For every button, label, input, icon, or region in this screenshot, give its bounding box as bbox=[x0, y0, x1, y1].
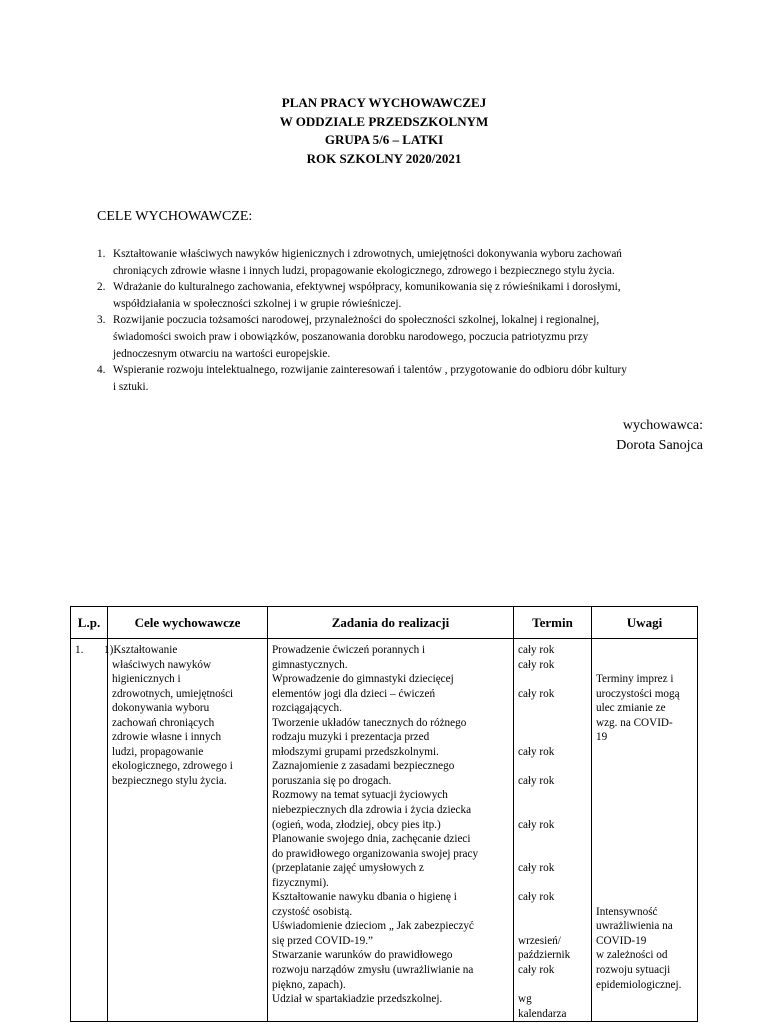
cell-line: rozwoju narządów zmysłu (uwrażliwianie na bbox=[272, 964, 474, 977]
cell-line: higienicznych i bbox=[112, 673, 181, 686]
cell-line: dokonywania wyboru bbox=[112, 702, 210, 715]
section-title: CELE WYCHOWAWCZE: bbox=[97, 209, 253, 224]
cell-line bbox=[518, 876, 587, 891]
cell-line bbox=[518, 701, 587, 716]
header-goals: Cele wychowawcze bbox=[108, 607, 268, 639]
cell-lp: 1. bbox=[71, 639, 108, 1022]
cell-line: uroczystości mogą bbox=[596, 687, 680, 700]
goal-number: 3. bbox=[97, 314, 106, 327]
cell-line: niebezpiecznych dla zdrowia i życia dziecka bbox=[272, 804, 472, 817]
cell-line: Terminy imprez i bbox=[596, 673, 674, 686]
cell-line bbox=[596, 861, 693, 876]
table-row bbox=[71, 639, 698, 1022]
cell-line: uwrażliwienia na bbox=[596, 920, 673, 933]
goal-line: Wdrażanie do kulturalnego zachowania, efektywnej współpracy, komunikowania się z rówieśnikami i dorosłymi, bbox=[113, 281, 621, 294]
cell-line: Rozmowy na temat sytuacji życiowych bbox=[272, 789, 448, 802]
cell-line bbox=[518, 832, 587, 847]
header-notes: Uwagi bbox=[592, 607, 698, 639]
cell-line bbox=[596, 774, 693, 789]
goal-line: Rozwijanie poczucia tożsamości narodowej, przynależności do społeczności szkolnej, lokalnej i regionalnej, bbox=[113, 314, 600, 327]
cell-line: elementów jogi dla dzieci – ćwiczeń bbox=[272, 687, 436, 700]
cell-line: cały rok bbox=[518, 745, 555, 758]
goal-line: Wspieranie rozwoju intelektualnego, rozwijanie zainteresowań i talentów , przygotowanie do odbioru dóbr kultury bbox=[113, 364, 627, 377]
cell-line: Zaznajomienie z zasadami bezpiecznego bbox=[272, 760, 455, 773]
cell-line bbox=[596, 643, 693, 658]
cell-line: zachowań chroniących bbox=[112, 716, 215, 729]
cell-line: cały rok bbox=[518, 964, 555, 977]
title-line-3: GRUPA 5/6 – LATKI bbox=[324, 132, 444, 147]
cell-line bbox=[518, 847, 587, 862]
goal-line: świadomości swoich praw i obowiązków, poszanowania dorobku narodowego, poczucia patriotyzmu przy bbox=[113, 330, 589, 343]
cell-line bbox=[596, 847, 693, 862]
cell-line: Planowanie swojego dnia, zachęcanie dzieci bbox=[272, 833, 471, 846]
cell-line: cały rok bbox=[518, 687, 555, 700]
cell-line: Kształtowanie nawyku dbania o higienę i bbox=[272, 891, 457, 904]
cell-line: do prawidłowego organizowania swojej pracy bbox=[272, 847, 479, 860]
cell-line: cały rok bbox=[518, 774, 555, 787]
cell-line: cały rok bbox=[518, 658, 555, 671]
cell-line bbox=[596, 803, 693, 818]
goal-line: współdziałania w społeczności szkolnej i w grupie rówieśniczej. bbox=[113, 297, 402, 310]
cell-notes bbox=[592, 639, 698, 1022]
cell-line: Prowadzenie ćwiczeń porannych i bbox=[272, 644, 426, 656]
cell-line bbox=[518, 919, 587, 934]
cell-term bbox=[514, 639, 592, 1022]
cell-line: wzg. na COVID- bbox=[596, 716, 673, 729]
signature-block bbox=[616, 416, 703, 456]
table-header-row bbox=[71, 607, 698, 639]
cell-line: młodszymi grupami przedszkolnymi. bbox=[272, 745, 439, 758]
title-line-1: PLAN PRACY WYCHOWAWCZEJ bbox=[281, 95, 487, 110]
goals-list bbox=[97, 246, 707, 395]
cell-line: czystość osobistą. bbox=[272, 905, 353, 918]
cell-line bbox=[518, 672, 587, 687]
goal-item bbox=[97, 246, 707, 279]
cell-line: rodzaju muzyki i prezentacja przed bbox=[272, 731, 430, 744]
cell-line: ekologicznego, zdrowego i bbox=[112, 760, 233, 773]
goal-line: jednoczesnym otwarciu na wartości europejskie. bbox=[113, 347, 331, 360]
cell-line bbox=[518, 759, 587, 774]
cell-line: cały rok bbox=[518, 818, 555, 831]
cell-line: właściwych nawyków bbox=[112, 658, 212, 671]
cell-line: Intensywność bbox=[596, 905, 658, 918]
cell-line: (przeplatanie zajęć umysłowych z bbox=[272, 862, 424, 875]
cell-line: 1)Kształtowanie bbox=[104, 644, 178, 656]
goal-number: 2. bbox=[97, 281, 106, 294]
cell-line: bezpiecznego stylu życia. bbox=[112, 774, 227, 787]
cell-line: zdrowotnych, umiejętności bbox=[112, 687, 234, 700]
cell-line bbox=[596, 818, 693, 833]
cell-line: gimnastycznych. bbox=[272, 658, 348, 671]
goal-line: i sztuki. bbox=[113, 380, 149, 393]
signature-name: Dorota Sanojca bbox=[616, 438, 703, 453]
cell-line bbox=[596, 832, 693, 847]
header-tasks: Zadania do realizacji bbox=[268, 607, 514, 639]
cell-line: rozwoju sytuacji bbox=[596, 964, 671, 977]
cell-tasks bbox=[268, 639, 514, 1022]
cell-line bbox=[596, 876, 693, 891]
cell-line: ulec zmianie ze bbox=[596, 702, 666, 715]
cell-line: piękno, zapach). bbox=[272, 978, 346, 991]
cell-line: się przed COVID-19.” bbox=[272, 934, 373, 947]
cell-line: październik bbox=[518, 949, 571, 962]
cell-line: kalendarza bbox=[518, 1007, 567, 1020]
cell-line: Wprowadzenie do gimnastyki dziecięcej bbox=[272, 673, 454, 686]
cell-line: wg bbox=[518, 993, 532, 1006]
goal-item bbox=[97, 279, 707, 312]
cell-line bbox=[596, 745, 693, 760]
cell-line: 19 bbox=[596, 731, 608, 744]
header-lp: L.p. bbox=[71, 607, 108, 639]
document-title bbox=[0, 94, 768, 168]
cell-goals bbox=[104, 639, 268, 1022]
cell-line bbox=[518, 905, 587, 920]
cell-line: Tworzenie układów tanecznych do różnego bbox=[272, 716, 467, 729]
cell-line: cały rok bbox=[518, 644, 555, 656]
cell-line: COVID-19 bbox=[596, 934, 647, 947]
signature-role: wychowawca: bbox=[622, 418, 703, 433]
cell-line bbox=[518, 716, 587, 731]
cell-line: zdrowie własne i innych bbox=[112, 731, 222, 744]
title-line-4: ROK SZKOLNY 2020/2021 bbox=[306, 150, 462, 166]
cell-line: fizycznymi). bbox=[272, 876, 329, 889]
cell-line: (ogień, woda, złodziej, obcy pies itp.) bbox=[272, 818, 441, 831]
goal-item bbox=[97, 362, 707, 395]
cell-line bbox=[596, 788, 693, 803]
goal-line: Kształtowanie właściwych nawyków higienicznych i zdrowotnych, umiejętności dokonywania wyboru zachowań bbox=[113, 248, 622, 260]
cell-line bbox=[596, 759, 693, 774]
cell-line bbox=[596, 658, 693, 673]
cell-line: wrzesień/ bbox=[518, 934, 561, 947]
header-term: Termin bbox=[514, 607, 592, 639]
cell-line: Udział w spartakiadzie przedszkolnej. bbox=[272, 993, 443, 1006]
cell-line bbox=[518, 978, 587, 993]
cell-line: rozciągających. bbox=[272, 702, 342, 715]
goal-number: 1. bbox=[97, 248, 106, 260]
cell-line: epidemiologicznej. bbox=[596, 978, 682, 991]
cell-line bbox=[518, 803, 587, 818]
cell-line bbox=[518, 730, 587, 745]
goal-item bbox=[97, 312, 707, 362]
cell-line bbox=[518, 788, 587, 803]
goal-number: 4. bbox=[97, 364, 106, 377]
cell-line: ludzi, propagowanie bbox=[112, 745, 204, 758]
cell-line: Stwarzanie warunków do prawidłowego bbox=[272, 949, 453, 962]
cell-line: Uświadomienie dzieciom „ Jak zabezpieczyć bbox=[272, 920, 474, 933]
cell-line bbox=[596, 890, 693, 905]
cell-line: cały rok bbox=[518, 862, 555, 875]
title-line-2: W ODDZIALE PRZEDSZKOLNYM bbox=[279, 113, 489, 129]
cell-line: cały rok bbox=[518, 891, 555, 904]
goal-line: chroniących zdrowie własne i innych ludzi, propagowanie ekologicznego, zdrowego i bezpiecznego stylu życia. bbox=[113, 264, 615, 277]
cell-line: w zależności od bbox=[596, 949, 668, 962]
plan-table bbox=[70, 606, 698, 1022]
cell-line: poruszania się po drogach. bbox=[272, 774, 392, 787]
